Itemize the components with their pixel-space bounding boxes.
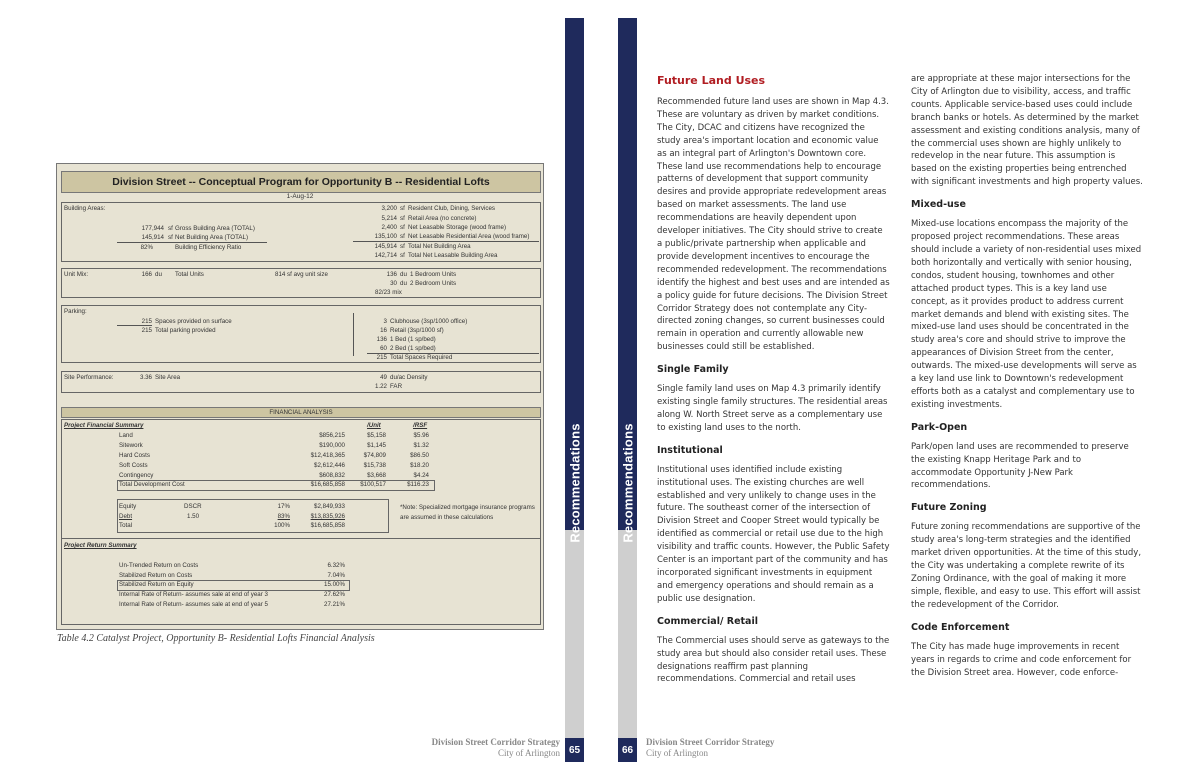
paragraph: The Commercial uses should serve as gateways to the study area but should also consider retail uses. These designations reaffirm past planning recommendations. Commercial and retail uses [657, 635, 890, 685]
page-number: 66 [618, 738, 637, 762]
cell: 177,944 [141, 225, 164, 232]
cell: Clubhouse (3sp/1000 office) [390, 318, 468, 325]
cell: Total Development Cost [119, 481, 185, 488]
cell: 2 Bedroom Units [410, 280, 457, 287]
subheading: Commercial/ Retail [657, 615, 758, 627]
subheading: Mixed-use [911, 199, 966, 211]
cell: sf [400, 243, 405, 250]
subheading: Future Zoning [911, 502, 987, 514]
cell: 49 [380, 374, 387, 381]
cell: $856,215 [319, 432, 345, 439]
cell: Retail Area (no concrete) [408, 215, 477, 222]
cell: DSCR [184, 503, 202, 510]
cell: 145,914 [374, 243, 397, 250]
cell: Building Efficiency Ratio [175, 244, 242, 251]
cell: 15.00% [324, 581, 345, 588]
cell: 7.04% [327, 572, 345, 579]
cell: sf [168, 225, 173, 232]
cell: Total Spaces Required [390, 354, 453, 361]
footer-title: Division Street Corridor Strategy [431, 737, 560, 747]
cell: $16,685,858 [310, 481, 345, 488]
cell: 136 [386, 271, 397, 278]
cell: du [155, 271, 162, 278]
subheading: Single Family [657, 364, 729, 376]
cell: Gross Building Area (TOTAL) [175, 225, 255, 232]
cell: $2,849,933 [314, 503, 345, 510]
cell: Total Units [175, 271, 204, 278]
footer-subtitle: City of Arlington [646, 748, 709, 758]
paragraph: Institutional uses identified include existing institutional uses. The existing churches are well established and very unlikely to change uses in the future. The southeast corner of the intersection of Division Street and Cooper Street would typically be identified as commercial or retail use due to the high visibility and traffic counts. However, the Public Safety Center is an important part of the community and has incorporated significant investments in equipment and emergency operations and should remain as a public use designation. [657, 464, 890, 604]
cell: $86.50 [410, 452, 429, 459]
cell: sf [400, 252, 405, 259]
financial-analysis-header: FINANCIAL ANALYSIS [61, 407, 541, 418]
paragraph: The City has made huge improvements in recent years in regards to crime and code enforcement for the Division Street area. However, code enforce- [911, 641, 1132, 678]
col-header: /RSF [413, 422, 428, 429]
cell: Resident Club, Dining, Services [408, 205, 496, 212]
cell: 1 Bedroom Units [410, 271, 457, 278]
side-tab-left [565, 18, 584, 762]
cell: $18.20 [410, 462, 429, 469]
cell: Total [119, 522, 133, 529]
cell: Net Leasable Residential Area (wood frame) [408, 233, 530, 240]
subheading: Institutional [657, 444, 723, 456]
cell: 6.32% [327, 562, 345, 569]
cell: $1.32 [413, 442, 429, 449]
cell: Soft Costs [119, 462, 148, 469]
cell: 60 [380, 345, 387, 352]
cell: Total Net Leasable Building Area [408, 252, 498, 259]
paragraph: Single family land uses on Map 4.3 primarily identify existing single family structures. The residential areas along W. North Street serve as a complementary use to existing land uses to the north. [657, 384, 888, 433]
cell: Land [119, 432, 133, 439]
site-performance-label: Site Performance: [64, 374, 114, 381]
cell: Sitework [119, 442, 143, 449]
cell: 82/23 mix [375, 289, 402, 296]
cell: 145,914 [141, 234, 164, 241]
cell: Total Net Building Area [408, 243, 471, 250]
cell: Equity [119, 503, 137, 510]
cell: 83% [277, 513, 290, 520]
cell: Internal Rate of Return- assumes sale at end of year 5 [119, 601, 268, 608]
cell: 136 [376, 336, 387, 343]
cell: 30 [390, 280, 397, 287]
paragraph: are appropriate at these major intersections for the City of Arlington due to visibility, access, and traffic counts. Applicable service-based uses could include branch banks or hotels. As determined by the market assessment and existing conditions analysis, many of the commercial uses shown are highly unlikely to redevelop in the near future. This assumption is based on the existing properties being entrenched with significant investments and high property values. [911, 74, 1143, 188]
rule [117, 325, 152, 326]
parking-box [61, 305, 541, 363]
cell: du [400, 271, 407, 278]
cell: 1.50 [187, 513, 200, 520]
cell: $608,832 [319, 472, 345, 479]
project-return-summary-label: Project Return Summary [64, 542, 137, 549]
cell: Net Building Area (TOTAL) [175, 234, 249, 241]
cell: $116.23 [407, 481, 429, 488]
side-tab-right [618, 18, 637, 762]
cell: sf [400, 205, 405, 212]
rule [353, 241, 539, 242]
table-title: Division Street -- Conceptual Program for Opportunity B -- Residential Lofts [61, 171, 541, 193]
col-header: /Unit [367, 422, 381, 429]
paragraph: Park/open land uses are recommended to preserve the existing Knapp Heritage Park and to accommodate Opportunity J-New Park recommendations. [911, 441, 1129, 491]
cell: $15,738 [363, 462, 386, 469]
footer-subtitle: City of Arlington [497, 748, 560, 758]
cell: $3,668 [367, 472, 386, 479]
cell: Contingency [119, 472, 154, 479]
cell: $100,517 [360, 481, 386, 488]
cell: Un-Trended Return on Costs [119, 562, 199, 569]
paragraph: Recommended future land uses are shown in Map 4.3. These are voluntary as driven by market conditions. The City, DCAC and citizens have recognized the study area's important location and economic value as an integral part of Arlington's Downtown core. These land use recommendations help to encourage patterns of development that support community desires and provide appropriate redevelopment areas based on market assessments. The land use recommendations are heavily dependent upon developer initiatives. The City should strive to create a public/private partnership when applicable and provide development incentives to encourage the recommended redevelopment. The recommendations identify the highest and best uses and are intended as a policy guide for future decisions. The Division Street Corridor Strategy does not contemplate any City-directed zoning changes, so current businesses could remain in operation and currently allowable new businesses could still be established. [657, 97, 890, 353]
cell: 135,100 [374, 233, 397, 240]
cell: $5,158 [367, 432, 386, 439]
paragraph: Mixed-use locations encompass the majority of the proposed project recommendations. These areas should include a variety of non-residential uses mixed both horizontally and vertically with senior housing, condos, student housing, townhomes and other attached product types. This is a key land use concept, as it provides product to address current market demands and blend with existing sites. The mixed-use land uses should be concentrated in the study area's core and should strive to improve the appearances of Division Street from the center, outwards. The mixed-use developments will serve as a key land use link to Downtown's redevelopment efforts both as a catalyst and complementary use to existing investments. [911, 219, 1142, 410]
cell: Hard Costs [119, 452, 150, 459]
cell: 82% [140, 244, 153, 251]
cell: $12,418,365 [310, 452, 345, 459]
capital-box [117, 499, 389, 533]
cell: 27.21% [324, 601, 345, 608]
building-areas-label: Building Areas: [64, 205, 106, 212]
cell: 3 [383, 318, 387, 325]
cell: Internal Rate of Return- assumes sale at end of year 3 [119, 591, 268, 598]
cell: du/ac Density [390, 374, 428, 381]
cell: 27.62% [324, 591, 345, 598]
section-label: Recommendations [567, 423, 582, 543]
cell: 1.22 [374, 383, 387, 390]
rule [353, 313, 354, 356]
cell: $4.24 [413, 472, 429, 479]
cell: Stabilized Return on Equity [119, 581, 194, 588]
cell: sf [400, 224, 405, 231]
cell: 3.36 [139, 374, 152, 381]
subheading: Park-Open [911, 421, 968, 433]
cell: 16 [380, 327, 387, 334]
cell: 215 [141, 318, 152, 325]
cell: Spaces provided on surface [155, 318, 232, 325]
cell: 2,400 [381, 224, 397, 231]
table-date: 1-Aug-12 [286, 193, 314, 200]
financial-analysis-table [56, 163, 544, 630]
cell: Net Leasable Storage (wood frame) [408, 224, 507, 231]
cell: 17% [277, 503, 290, 510]
cell: Total parking provided [155, 327, 216, 334]
cell: Stabilized Return on Costs [119, 572, 193, 579]
cell: 1 Bed (1 sp/bed) [390, 336, 436, 343]
cell: du [400, 280, 407, 287]
text-column-2 [911, 73, 1143, 679]
footer-right [646, 737, 774, 759]
cell: 215 [141, 327, 152, 334]
unit-mix-label: Unit Mix: [64, 271, 89, 278]
cell: $1,145 [367, 442, 386, 449]
page-number: 65 [565, 738, 584, 762]
section-heading: Future Land Uses [657, 74, 766, 87]
text-column-1 [657, 74, 890, 686]
cell: $190,000 [319, 442, 345, 449]
subheading: Code Enforcement [911, 621, 1010, 633]
cell: Debt [119, 513, 133, 520]
table-caption: Table 4.2 Catalyst Project, Opportunity B- Residential Lofts Financial Analysis [57, 633, 375, 644]
cell: $5.96 [413, 432, 429, 439]
parking-label: Parking: [64, 308, 87, 315]
cell: $2,612,446 [314, 462, 345, 469]
cell: 2 Bed (1 sp/bed) [390, 345, 436, 352]
cell: 166 [141, 271, 152, 278]
cell: 814 sf avg unit size [275, 271, 328, 278]
rule [117, 242, 267, 243]
footer-title: Division Street Corridor Strategy [646, 737, 775, 747]
cell: Site Area [155, 374, 181, 381]
cell: 215 [376, 354, 387, 361]
cell: 142,714 [374, 252, 397, 259]
cell: Retail (3sp/1000 sf) [390, 327, 444, 334]
section-label: Recommendations [620, 423, 635, 543]
cell: $16,685,858 [310, 522, 345, 529]
cell: sf [400, 215, 405, 222]
cell: $13,835,926 [310, 513, 345, 520]
paragraph: Future zoning recommendations are supportive of the study area's long-term strategies and the identified market driven opportunities. At the time of this study, the City was undertaking a complete rewrite of its Zoning Ordinance, with the goal of making it more simple, flexible, and easy to use. This effort will assist the redevelopment of the Corridor. [911, 522, 1142, 610]
cell: 5,214 [381, 215, 397, 222]
cell: FAR [390, 383, 403, 390]
financing-note: *Note: Specialized mortgage insurance programs are assumed in these calculations [400, 504, 535, 521]
cell: 100% [274, 522, 290, 529]
cell: sf [400, 233, 405, 240]
project-financial-summary-label: Project Financial Summary [64, 422, 144, 429]
cell: 3,200 [381, 205, 397, 212]
footer-left [432, 737, 560, 759]
cell: sf [168, 234, 173, 241]
cell: $74,809 [363, 452, 386, 459]
